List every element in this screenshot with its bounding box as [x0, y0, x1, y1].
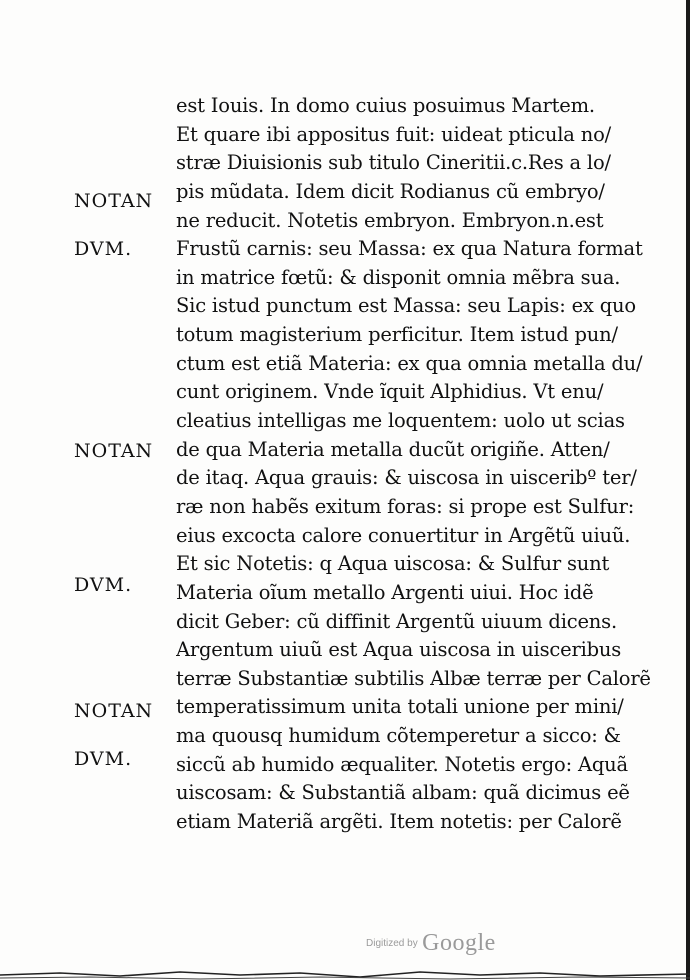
text-line: ne reducit. Notetis embryon. Embryon.n.est	[176, 208, 604, 232]
text-line: cleatius intelligas me loquentem: uolo ut scias	[176, 409, 625, 433]
margin-note-2-line-2: DVM.	[74, 574, 133, 596]
margin-note-1-line-1: NOTAN	[74, 190, 154, 212]
watermark-brand: Google	[422, 930, 496, 956]
text-line: stræ Diuisionis sub titulo Cineritii.c.Res a lo/	[176, 151, 611, 175]
margin-note-3-line-2: DVM.	[74, 748, 133, 770]
text-line: ctum est etiã Materia: ex qua omnia metalla du/	[176, 351, 643, 375]
text-line: Sic istud punctum est Massa: seu Lapis: ex quo	[176, 294, 636, 318]
text-line: Frustũ carnis: seu Massa: ex qua Natura format	[176, 237, 643, 261]
text-line: Et quare ibi appositus fuit: uideat pticula no/	[176, 122, 611, 146]
text-line: ræ non habẽs exitum foras: si prope est Sulfur:	[176, 494, 635, 518]
text-line: etiam Materiã argẽti. Item notetis: per Calorẽ	[176, 810, 622, 834]
text-line: terræ Substantiæ subtilis Albæ terræ per Calorẽ	[176, 666, 651, 690]
text-line: Argentum uiuũ est Aqua uiscosa in uisceribus	[176, 638, 622, 662]
text-line: uiscosam: & Substantiã albam: quã dicimus eẽ	[176, 781, 630, 805]
text-line: est Iouis. In domo cuius posuimus Martem.	[176, 94, 595, 117]
text-line: in matrice fœtũ: & disponit omnia mẽbra sua.	[176, 265, 621, 289]
text-line: dicit Geber: cũ diffinit Argentũ uiuum dicens.	[176, 609, 617, 633]
margin-note-2-line-1: NOTAN	[74, 440, 154, 462]
scan-edge-artifact	[0, 966, 690, 980]
page-edge-shadow	[686, 0, 690, 980]
text-line: siccũ ab humido æqualiter. Notetis ergo: Aquã	[176, 752, 628, 776]
text-line: pis mũdata. Idem dicit Rodianus cũ embryo/	[176, 179, 605, 203]
text-line: Materia oĩum metallo Argenti uiui. Hoc idẽ	[176, 580, 594, 604]
margin-note-3-line-1: NOTAN	[74, 700, 154, 722]
watermark-prefix: Digitized by	[366, 938, 418, 949]
body-text	[176, 92, 678, 837]
text-line: de qua Materia metalla ducũt origiñe. Atten/	[176, 437, 610, 461]
text-line: eius excocta calore conuertitur in Argẽtũ uiuũ.	[176, 523, 631, 547]
text-line: totum magisterium perficitur. Item istud pun/	[176, 323, 618, 347]
margin-note-1-line-2: DVM.	[74, 238, 133, 260]
digitized-watermark	[366, 930, 496, 957]
text-line: de itaq. Aqua grauis: & uiscosa in uisceribº ter/	[176, 466, 637, 490]
text-line: Et sic Notetis: q Aqua uiscosa: & Sulfur sunt	[176, 552, 610, 576]
text-line: cunt originem. Vnde ĩquit Alphidius. Vt enu/	[176, 380, 604, 404]
text-line: ma quousq humidum cõtemperetur a sicco: &	[176, 724, 621, 748]
text-line: temperatissimum unita totali unione per mini/	[176, 695, 624, 719]
